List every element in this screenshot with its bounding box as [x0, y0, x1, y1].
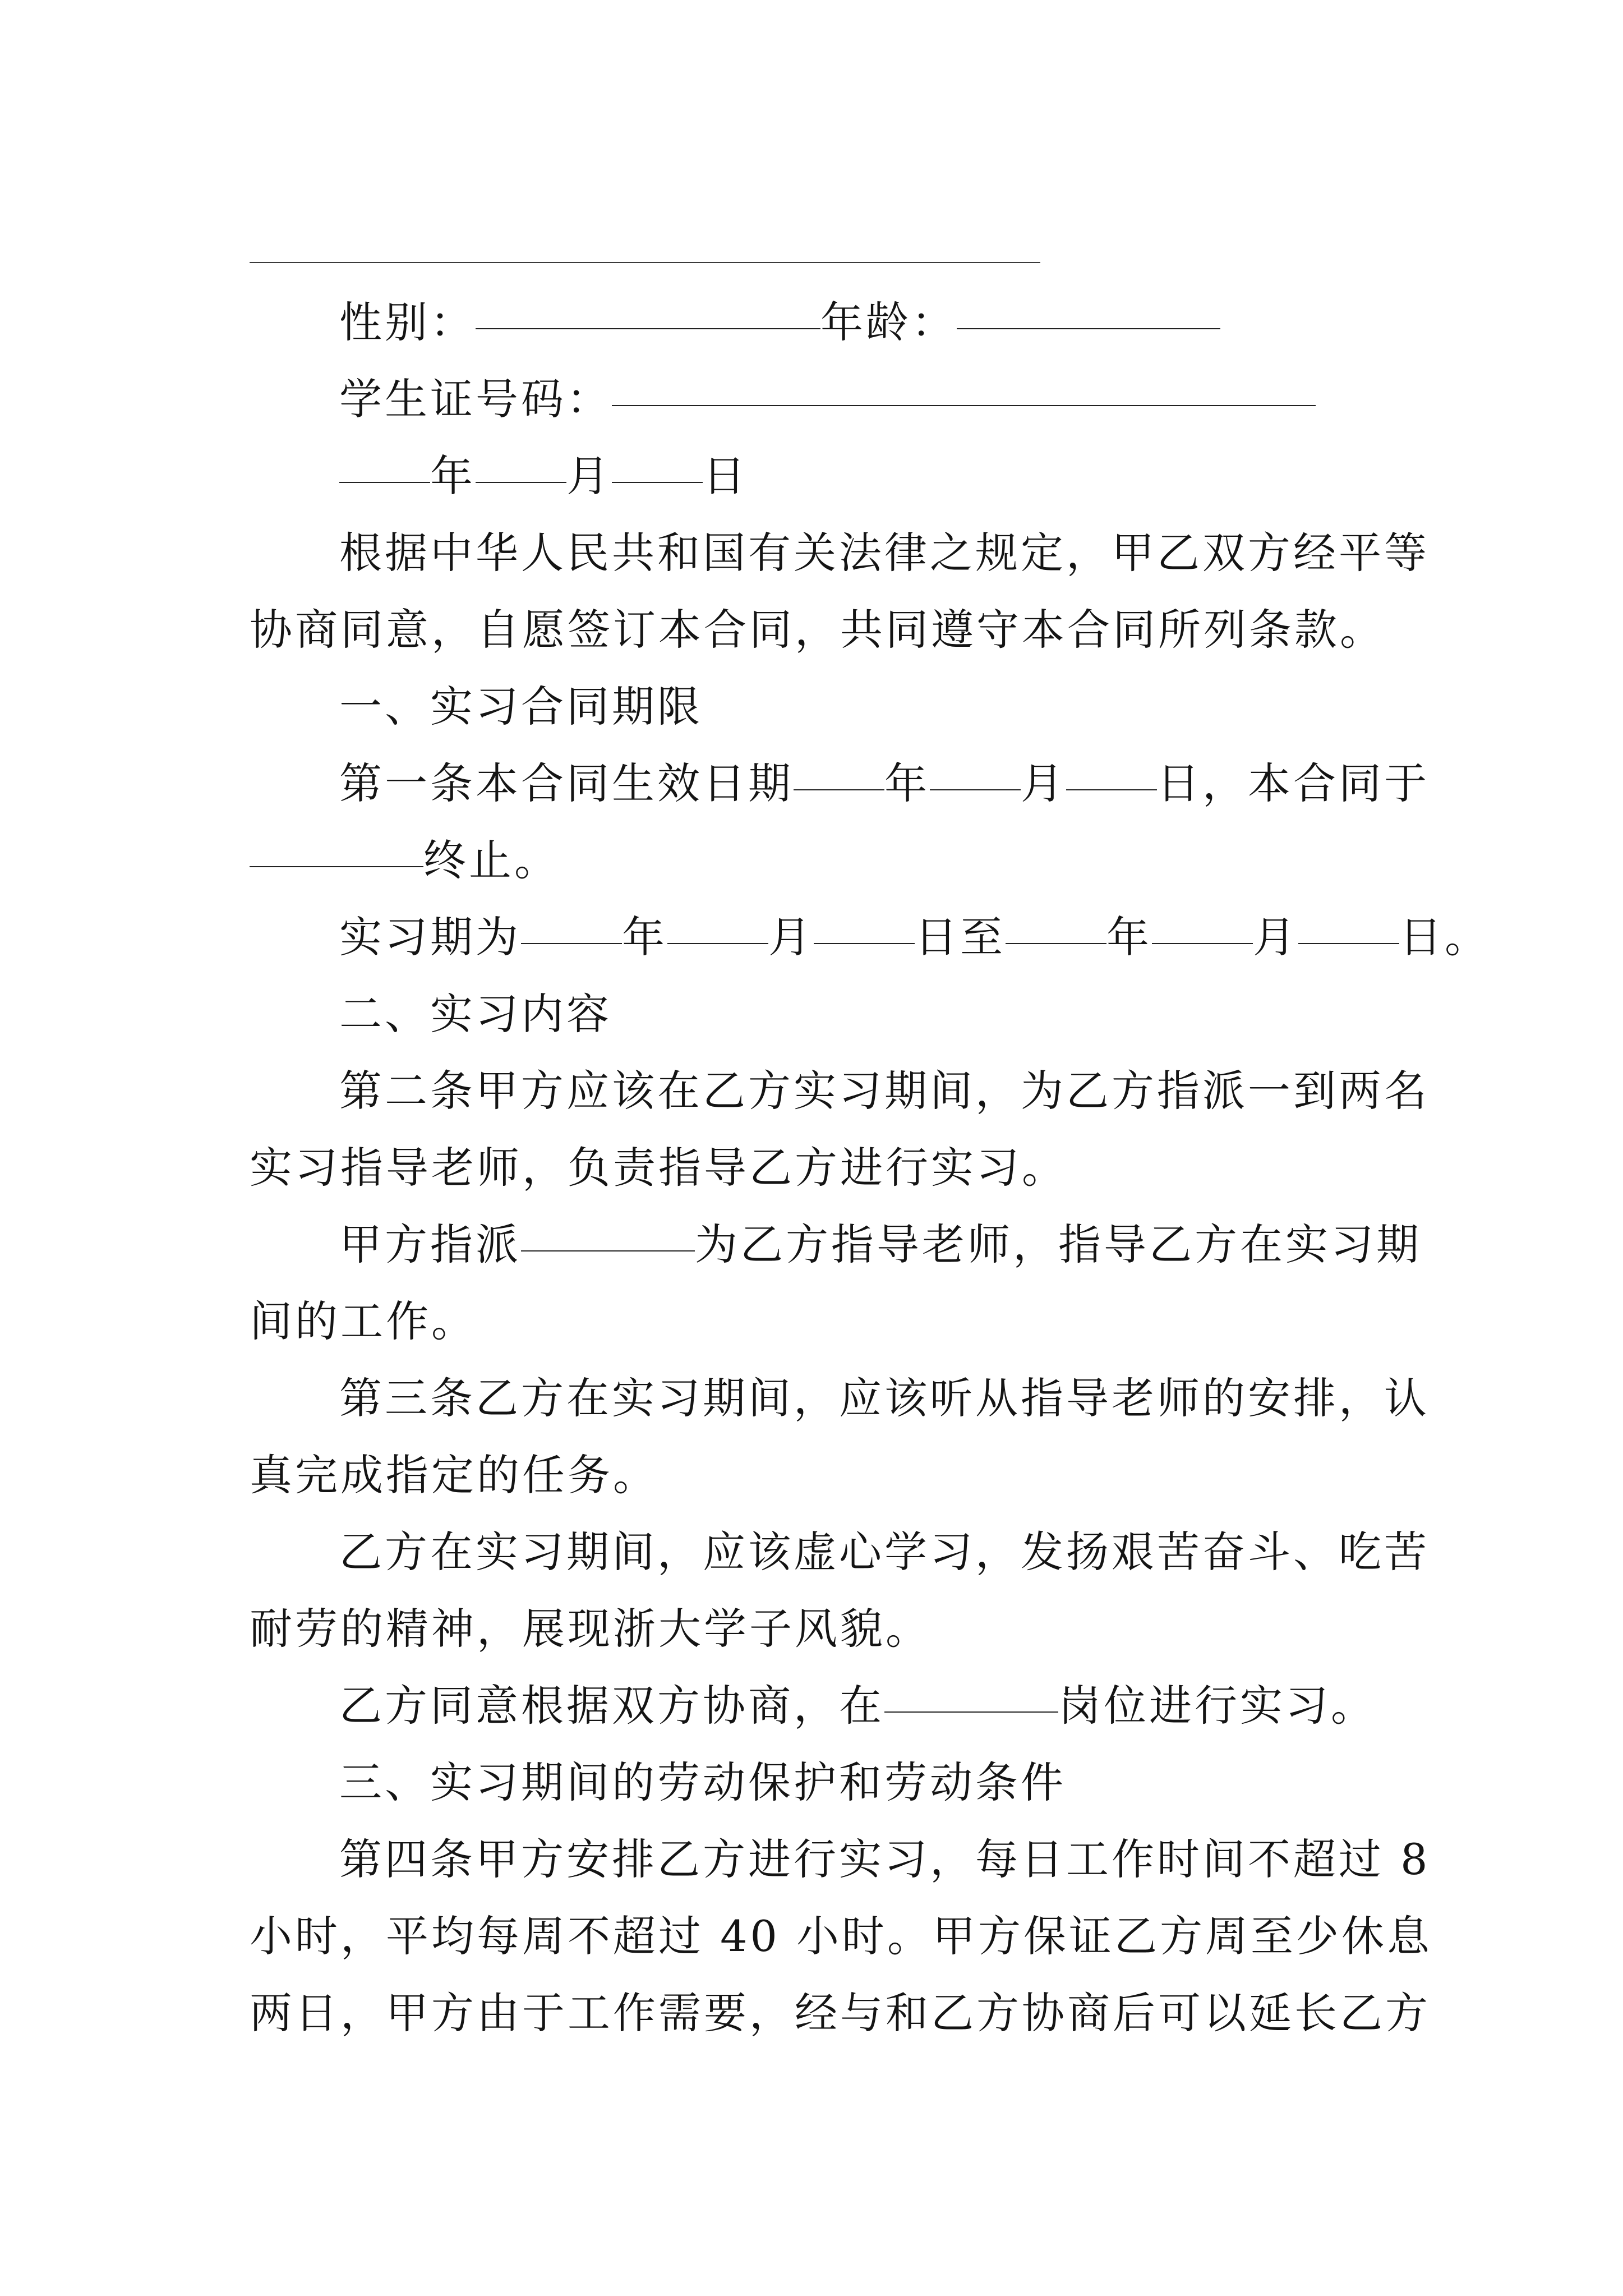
- article1-month: 月: [1021, 758, 1066, 808]
- study-line-1: 乙方在实习期间，应该虚心学习，发扬艰苦奋斗、吃苦: [339, 1527, 1430, 1577]
- article1-day-suffix: 日，本合同于: [1157, 758, 1430, 808]
- period-month2: 月: [1253, 912, 1298, 962]
- assign-text-b: 为乙方指导老师，指导乙方在实习期: [695, 1220, 1422, 1269]
- article4-line-2: 小时，平均每周不超过 40 小时。甲方保证乙方周至少休息: [250, 1911, 1433, 1961]
- student-id-blank: [612, 404, 1316, 406]
- age-blank: [957, 328, 1220, 329]
- period-year1: 年: [622, 912, 667, 962]
- month-blank: [476, 481, 566, 483]
- section3-title: 三、实习期间的劳动保护和劳动条件: [339, 1757, 1066, 1807]
- article2-line-1: 第二条甲方应该在乙方实习期间，为乙方指派一到两名: [339, 1066, 1430, 1116]
- post-text-b: 岗位进行实习。: [1058, 1681, 1376, 1731]
- article1-day-blank: [1066, 789, 1157, 790]
- period-month1-blank: [667, 942, 768, 944]
- period-day2-blank: [1298, 942, 1399, 944]
- section1-title: 一、实习合同期限: [339, 682, 703, 731]
- intro-line-1: 根据中华人民共和国有关法律之规定，甲乙双方经平等: [339, 528, 1430, 578]
- day-blank: [612, 481, 703, 483]
- gender-blank: [476, 328, 820, 329]
- article1-end: 终止。: [423, 835, 560, 885]
- article4-line-3: 两日，甲方由于工作需要，经与和乙方协商后可以延长乙方: [250, 1988, 1431, 2038]
- student-id-line: [339, 366, 1316, 433]
- section2-title: 二、实习内容: [339, 989, 612, 1039]
- period-day-end: 日。: [1399, 912, 1490, 962]
- period-day-to: 日至: [915, 912, 1006, 962]
- assign-line-2: 间的工作。: [250, 1296, 477, 1346]
- intro-line-2: 协商同意，自愿签订本合同，共同遵守本合同所列条款。: [250, 605, 1385, 655]
- article3-line-2: 真完成指定的任务。: [250, 1450, 658, 1500]
- article1-line-2: [250, 827, 560, 894]
- period-year2: 年: [1106, 912, 1152, 962]
- period-day1-blank: [814, 942, 915, 944]
- post-text-a: 乙方同意根据双方协商，在: [339, 1681, 884, 1731]
- period-month1: 月: [768, 912, 814, 962]
- article4-line-1: 第四条甲方安排乙方进行实习，每日工作时间不超过 8: [339, 1834, 1431, 1884]
- article1-year-blank: [794, 789, 884, 790]
- age-label: 年龄：: [820, 297, 957, 347]
- period-year1-blank: [521, 942, 622, 944]
- period-year2-blank: [1006, 942, 1106, 944]
- date-year: 年: [430, 451, 476, 501]
- assign-teacher-blank: [521, 1250, 695, 1251]
- article1-year: 年: [884, 758, 930, 808]
- article1-text: 第一条本合同生效日期: [339, 758, 794, 808]
- post-line: [339, 1672, 1376, 1740]
- period-month2-blank: [1152, 942, 1253, 944]
- article1-end-blank: [250, 866, 423, 867]
- article3-line-1: 第三条乙方在实习期间，应该听从指导老师的安排，认: [339, 1373, 1430, 1423]
- assign-line-1: [339, 1211, 1422, 1278]
- article1-line-1: [339, 750, 1430, 817]
- student-id-label: 学生证号码：: [339, 374, 612, 424]
- assign-text-a: 甲方指派: [339, 1220, 521, 1269]
- top-rule: [250, 262, 1040, 263]
- period-label: 实习期为: [339, 912, 521, 962]
- period-line: [339, 904, 1490, 971]
- gender-age-line: [339, 289, 1220, 356]
- date-day: 日: [703, 451, 748, 501]
- study-line-2: 耐劳的精神，展现浙大学子风貌。: [250, 1604, 931, 1654]
- year-blank: [339, 481, 430, 483]
- gender-label: 性别：: [339, 297, 476, 347]
- date-month: 月: [566, 451, 612, 501]
- post-blank: [884, 1711, 1058, 1713]
- article1-month-blank: [930, 789, 1021, 790]
- article2-line-2: 实习指导老师，负责指导乙方进行实习。: [250, 1143, 1067, 1193]
- date-line: [339, 443, 748, 510]
